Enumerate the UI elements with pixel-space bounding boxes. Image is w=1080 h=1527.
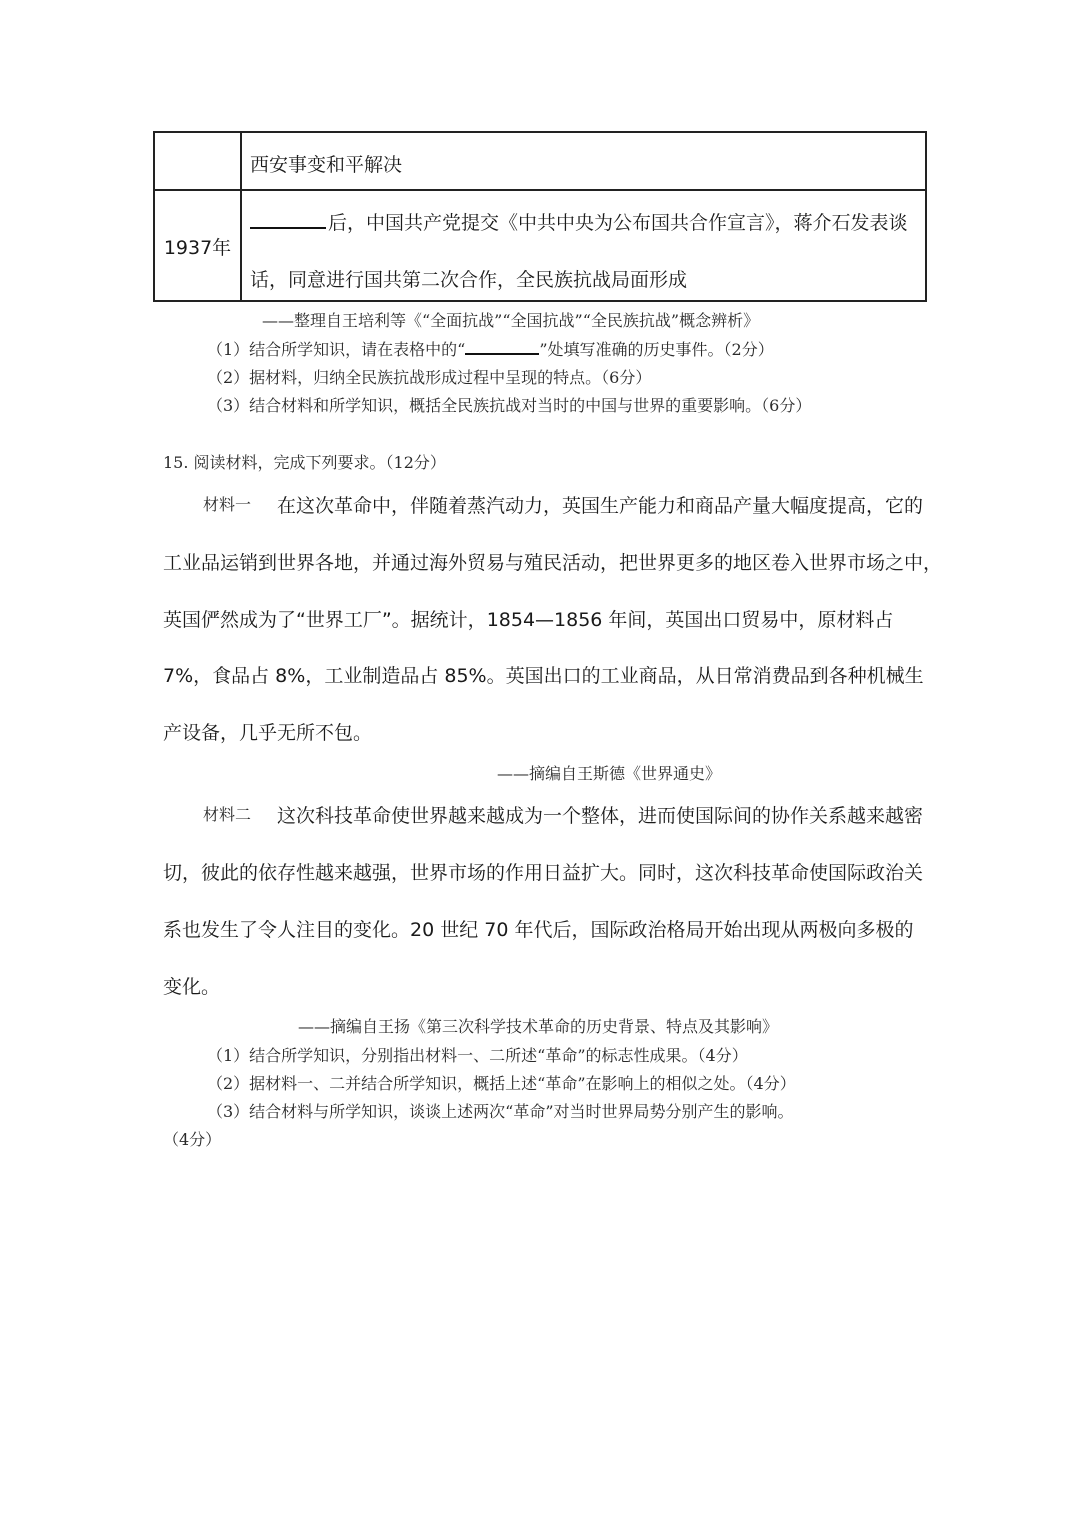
table-cell-event-1: 西安事变和平解决 (250, 154, 403, 176)
q14-question-2: （2）据材料，归纳全民族抗战形成过程中呈现的特点。（6分） (207, 368, 652, 387)
material-1-line-5: 产设备，几乎无所不包。 (163, 722, 373, 744)
table-cell-event-2-line-1 (250, 208, 908, 235)
material-2-source: ——摘编自王扬《第三次科学技术革命的历史背景、特点及其影响》 (298, 1017, 779, 1036)
table-row-divider (155, 189, 925, 191)
q14-question-3: （3）结合材料和所学知识，概括全民族抗战对当时的中国与世界的重要影响。（6分） (207, 396, 812, 415)
q15-question-3: （3）结合材料与所学知识，谈谈上述两次“革命”对当时世界局势分别产生的影响。 (207, 1102, 794, 1121)
material-1-line-3: 英国俨然成为了“世界工厂”。据统计，1854—1856 年间，英国出口贸易中，原材料占 (163, 609, 894, 631)
table-cell-event-2-text: 后，中国共产党提交《中共中央为公布国共合作宣言》，蒋介石发表谈 (328, 212, 908, 234)
material-2-line-3: 系也发生了令人注目的变化。20 世纪 70 年代后，国际政治格局开始出现从两极向多极的 (163, 919, 914, 941)
history-table (153, 131, 927, 302)
q14-source: ——整理自王培利等《“全面抗战”“全国抗战”“全民族抗战”概念辨析》 (262, 311, 760, 330)
material-2-line-1: 这次科技革命使世界越来越成为一个整体，进而使国际间的协作关系越来越密 (277, 805, 924, 827)
material-1-line-4: 7%，食品占 8%，工业制造品占 85%。英国出口的工业商品，从日常消费品到各种机械生 (163, 665, 924, 687)
material-2-line-2: 切，彼此的依存性越来越强，世界市场的作用日益扩大。同时，这次科技革命使国际政治关 (163, 862, 924, 884)
material-1-label: 材料一 (203, 495, 252, 514)
q14-q1-suffix: ”处填写准确的历史事件。（2分） (539, 340, 774, 359)
q14-q1-prefix: （1）结合所学知识，请在表格中的“ (207, 340, 466, 359)
table-cell-event-2-line-2: 话，同意进行国共第二次合作，全民族抗战局面形成 (250, 269, 688, 291)
table-cell-year: 1937年 (163, 237, 232, 259)
material-2-line-4: 变化。 (163, 976, 221, 998)
q15-question-3-score: （4分） (163, 1130, 222, 1149)
q15-question-1: （1）结合所学知识，分别指出材料一、二所述“革命”的标志性成果。（4分） (207, 1046, 748, 1065)
q15-title: 15. 阅读材料，完成下列要求。（12分） (163, 453, 446, 472)
material-1-line-2: 工业品运销到世界各地，并通过海外贸易与殖民活动，把世界更多的地区卷入世界市场之中， (163, 552, 943, 574)
material-1-source: ——摘编自王斯德《世界通史》 (497, 764, 722, 783)
q14-question-1 (207, 337, 774, 360)
material-2-label: 材料二 (203, 805, 252, 824)
material-1-line-1: 在这次革命中，伴随着蒸汽动力，英国生产能力和商品产量大幅度提高，它的 (277, 495, 924, 517)
q14-q1-blank (465, 337, 539, 355)
fill-in-blank (250, 209, 326, 229)
table-column-divider (240, 133, 242, 300)
q15-question-2: （2）据材料一、二并结合所学知识，概括上述“革命”在影响上的相似之处。（4分） (207, 1074, 796, 1093)
